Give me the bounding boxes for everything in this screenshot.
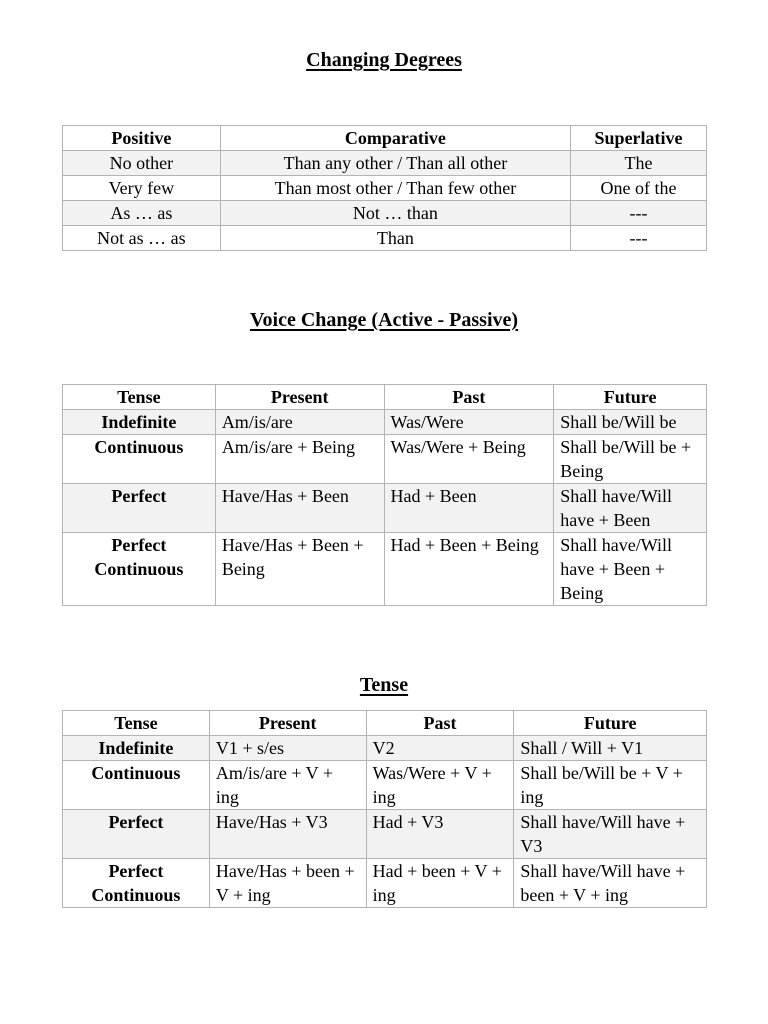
table-row <box>63 226 707 251</box>
table-cell: Shall have/Will have + Been + Being <box>554 533 707 606</box>
table-cell: No other <box>63 151 221 176</box>
row-header: Indefinite <box>63 410 216 435</box>
table-cell: Had + been + V + ing <box>366 859 514 908</box>
table-cell: Shall / Will + V1 <box>514 736 707 761</box>
table-row <box>63 859 707 908</box>
column-header: Superlative <box>571 126 707 151</box>
column-header: Past <box>384 385 554 410</box>
table-row <box>63 810 707 859</box>
table-cell: Shall have/Will have + been + V + ing <box>514 859 707 908</box>
table-cell: Am/is/are <box>215 410 384 435</box>
column-header: Comparative <box>220 126 570 151</box>
column-header: Tense <box>63 385 216 410</box>
table-cell: --- <box>571 201 707 226</box>
table-cell: Very few <box>63 176 221 201</box>
voice-title: Voice Change (Active - Passive) <box>249 309 519 331</box>
table-cell: Was/Were + V + ing <box>366 761 514 810</box>
table-cell: --- <box>571 226 707 251</box>
degrees-table <box>62 125 707 251</box>
column-header: Present <box>209 711 366 736</box>
table-row <box>63 761 707 810</box>
column-header: Tense <box>63 711 210 736</box>
table-header-row <box>63 385 707 410</box>
table-row <box>63 176 707 201</box>
table-cell: Am/is/are + Being <box>215 435 384 484</box>
table-cell: Was/Were <box>384 410 554 435</box>
row-header: Continuous <box>63 435 216 484</box>
degrees-title: Changing Degrees <box>306 49 462 71</box>
row-header: Perfect <box>63 810 210 859</box>
column-header: Future <box>554 385 707 410</box>
row-header: Continuous <box>63 761 210 810</box>
table-cell: Had + V3 <box>366 810 514 859</box>
table-cell: V1 + s/es <box>209 736 366 761</box>
table-row <box>63 533 707 606</box>
table-cell: Not as … as <box>63 226 221 251</box>
table-header-row <box>63 126 707 151</box>
voice-table <box>62 384 707 606</box>
table-cell: V2 <box>366 736 514 761</box>
row-header: Perfect <box>63 484 216 533</box>
table-row <box>63 435 707 484</box>
table-cell: Not … than <box>220 201 570 226</box>
table-cell: Than <box>220 226 570 251</box>
table-row <box>63 736 707 761</box>
table-cell: Than most other / Than few other <box>220 176 570 201</box>
table-cell: Shall be/Will be + Being <box>554 435 707 484</box>
table-cell: The <box>571 151 707 176</box>
tense-table <box>62 710 707 908</box>
table-cell: One of the <box>571 176 707 201</box>
table-cell: Than any other / Than all other <box>220 151 570 176</box>
table-header-row <box>63 711 707 736</box>
table-cell: Am/is/are + V + ing <box>209 761 366 810</box>
row-header: Perfect Continuous <box>63 533 216 606</box>
table-cell: Shall have/Will have + Been <box>554 484 707 533</box>
row-header: Indefinite <box>63 736 210 761</box>
table-cell: Have/Has + Been + Being <box>215 533 384 606</box>
table-cell: Have/Has + Been <box>215 484 384 533</box>
table-row <box>63 484 707 533</box>
table-row <box>63 410 707 435</box>
column-header: Future <box>514 711 707 736</box>
table-cell: Shall be/Will be + V + ing <box>514 761 707 810</box>
column-header: Present <box>215 385 384 410</box>
table-row <box>63 201 707 226</box>
tense-title: Tense <box>359 674 409 696</box>
table-row <box>63 151 707 176</box>
table-cell: As … as <box>63 201 221 226</box>
table-cell: Had + Been <box>384 484 554 533</box>
column-header: Positive <box>63 126 221 151</box>
column-header: Past <box>366 711 514 736</box>
row-header: Perfect Continuous <box>63 859 210 908</box>
table-cell: Was/Were + Being <box>384 435 554 484</box>
table-cell: Have/Has + been + V + ing <box>209 859 366 908</box>
table-cell: Shall have/Will have + V3 <box>514 810 707 859</box>
table-cell: Had + Been + Being <box>384 533 554 606</box>
table-cell: Shall be/Will be <box>554 410 707 435</box>
table-cell: Have/Has + V3 <box>209 810 366 859</box>
